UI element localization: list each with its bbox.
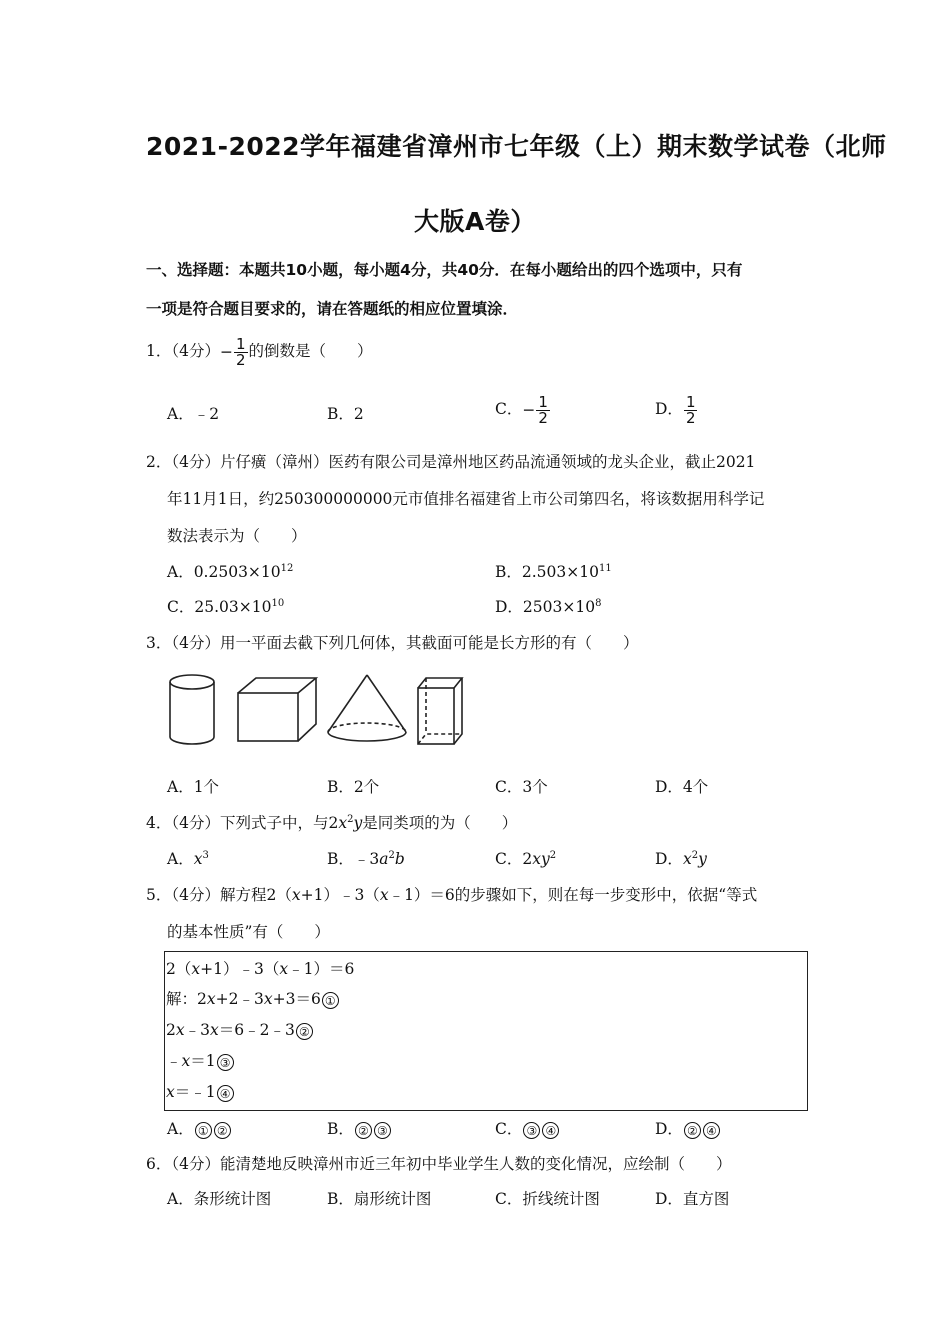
q5-s4-b: ＝﹣1 xyxy=(174,1083,216,1101)
q5-step-3 xyxy=(166,1049,235,1071)
prism-icon xyxy=(418,678,462,744)
q5-option-b-c2: ③ xyxy=(374,1122,391,1139)
q2-option-a xyxy=(167,560,293,582)
step-marker-2: ② xyxy=(296,1023,313,1040)
q5-s0-c: ﹣1）＝6 xyxy=(288,960,355,978)
q2-option-b xyxy=(495,560,612,582)
q4-option-a xyxy=(167,847,209,869)
q1-option-d-num: 1 xyxy=(685,392,696,411)
q5-s2-a: 2 xyxy=(166,1021,176,1039)
q1-fraction-den: 2 xyxy=(235,350,246,369)
q5-line1-b: +1）﹣3（ xyxy=(300,886,380,904)
cuboid-icon xyxy=(238,678,316,741)
q5-option-a-c2: ② xyxy=(214,1122,231,1139)
q4-option-b xyxy=(327,847,405,869)
q4-option-b-b: b xyxy=(394,850,405,868)
q5-line1-x1: x xyxy=(291,886,301,904)
section-instructions-line1: 一、选择题：本题共10小题，每小题4分，共40分．在每小题给出的四个选项中，只有 xyxy=(146,261,743,279)
q4-suffix: 是同类项的为（ ） xyxy=(362,814,518,832)
question-2-line1: 2．（4分）片仔癀（漳州）医药有限公司是漳州地区药品流通领域的龙头企业，截止2021 xyxy=(146,453,756,471)
q5-option-c-c2: ④ xyxy=(542,1122,559,1139)
q1-option-d-label: D． xyxy=(655,400,683,418)
q4-var-x: x xyxy=(338,814,348,832)
step-marker-3: ③ xyxy=(217,1054,234,1071)
q4-exp: 2 xyxy=(347,813,354,825)
q5-option-c-label: C． xyxy=(495,1120,523,1138)
q2-option-a-exp: 12 xyxy=(280,562,294,574)
step-marker-1: ① xyxy=(322,992,339,1009)
q4-option-c-label: C．2 xyxy=(495,850,533,868)
question-2-line3: 数法表示为（ ） xyxy=(167,527,307,545)
q4-option-d xyxy=(655,847,707,869)
q5-s3-x: x xyxy=(181,1052,191,1070)
q5-s1-x1: x xyxy=(206,990,216,1008)
q3-option-a: A．1个 xyxy=(167,778,220,796)
q5-s1-a: 解：2 xyxy=(166,990,207,1008)
q4-option-c-exp: 2 xyxy=(549,849,557,861)
q5-line1-a: 5．（4分）解方程2（ xyxy=(146,886,292,904)
q3-option-b: B．2个 xyxy=(327,778,380,796)
q5-option-a-c1: ① xyxy=(195,1122,212,1139)
q2-option-c xyxy=(167,595,284,617)
q4-option-d-x: x xyxy=(682,850,692,868)
q5-s1-c: +3＝6 xyxy=(272,990,321,1008)
question-3: 3．（4分）用一平面去截下列几何体，其截面可能是长方形的有（ ） xyxy=(146,634,639,652)
q4-option-c xyxy=(495,847,556,869)
q1-option-d-fraction xyxy=(684,392,698,427)
q1-fraction xyxy=(234,334,248,369)
q4-option-b-exp: 2 xyxy=(388,849,395,861)
q5-s0-b: +1）﹣3（ xyxy=(200,960,280,978)
q5-s0-x2: x xyxy=(279,960,289,978)
q4-option-b-label: B．﹣3 xyxy=(327,850,380,868)
q5-option-b xyxy=(327,1117,392,1139)
q4-var-y: y xyxy=(353,814,363,832)
cone-icon xyxy=(328,675,406,741)
q5-option-d-c1: ② xyxy=(684,1122,701,1139)
q4-option-c-xy: xy xyxy=(532,850,550,868)
q1-prefix: 1．（4分） xyxy=(146,342,220,360)
q5-option-d-label: D． xyxy=(655,1120,683,1138)
cylinder-icon xyxy=(170,675,214,744)
q2-option-b-base: B．2.503×10 xyxy=(495,563,599,581)
q2-option-c-exp: 10 xyxy=(271,597,285,609)
q4-option-b-a: a xyxy=(379,850,389,868)
q4-prefix: 4．（4分）下列式子中，与2 xyxy=(146,814,339,832)
q5-s2-x1: x xyxy=(175,1021,185,1039)
q1-fraction-num: 1 xyxy=(235,334,246,353)
q4-option-a-x: x xyxy=(193,850,203,868)
q3-solids-figure xyxy=(160,670,480,750)
q4-option-a-label: A． xyxy=(167,850,194,868)
q6-option-d: D．直方图 xyxy=(655,1190,730,1208)
q5-option-a-label: A． xyxy=(167,1120,194,1138)
q5-step-2 xyxy=(166,1018,314,1040)
q2-option-a-base: A．0.2503×10 xyxy=(167,563,281,581)
q2-option-d-exp: 8 xyxy=(595,597,602,609)
q2-option-b-exp: 11 xyxy=(598,562,612,574)
q6-option-a: A．条形统计图 xyxy=(167,1190,272,1208)
q1-option-c-num: 1 xyxy=(538,392,548,411)
q1-option-c-label: C． xyxy=(495,400,523,418)
q1-negative-sign: − xyxy=(219,343,233,361)
q5-s2-x2: x xyxy=(210,1021,219,1039)
q3-option-d: D．4个 xyxy=(655,778,709,796)
q5-option-d-c2: ④ xyxy=(703,1122,720,1139)
q2-option-d xyxy=(495,595,601,617)
q1-option-c-neg: − xyxy=(522,401,536,419)
q5-option-d xyxy=(655,1117,721,1139)
page-title-line1: 2021-2022学年福建省漳州市七年级（上）期末数学试卷（北师 xyxy=(146,132,887,161)
q2-option-d-base: D．2503×10 xyxy=(495,598,596,616)
q4-option-d-label: D． xyxy=(655,850,683,868)
q5-s2-c: ＝6﹣2﹣3 xyxy=(218,1021,295,1039)
q5-option-c-c1: ③ xyxy=(523,1122,540,1139)
q5-s0-a: 2（ xyxy=(166,960,192,978)
q4-option-d-exp: 2 xyxy=(691,849,699,861)
q1-option-d xyxy=(655,394,698,426)
q1-option-a: A．﹣2 xyxy=(167,405,220,423)
question-2-line2: 年11月1日，约250300000000元市值排名福建省上市公司第四名，将该数据用科学记 xyxy=(167,490,765,508)
q1-option-c-fraction xyxy=(536,392,550,427)
q5-step-4 xyxy=(166,1080,235,1102)
q1-option-c xyxy=(495,394,551,426)
question-5-line1 xyxy=(146,883,757,905)
q6-option-b: B．扇形统计图 xyxy=(327,1190,432,1208)
q4-option-a-exp: 3 xyxy=(202,849,209,861)
step-marker-4: ④ xyxy=(217,1085,234,1102)
q5-s0-x1: x xyxy=(191,960,201,978)
q5-s3-b: ＝1 xyxy=(190,1052,216,1070)
q1-option-d-den: 2 xyxy=(685,408,696,427)
q5-option-b-label: B． xyxy=(327,1120,354,1138)
q5-s1-x2: x xyxy=(263,990,273,1008)
q4-option-d-y: y xyxy=(698,850,707,868)
q5-s4-x: x xyxy=(166,1083,175,1101)
q5-step-0 xyxy=(166,957,354,979)
q5-s2-b: ﹣3 xyxy=(184,1021,210,1039)
q5-option-a xyxy=(167,1117,232,1139)
section-instructions-line2: 一项是符合题目要求的，请在答题纸的相应位置填涂． xyxy=(146,300,519,318)
q2-option-c-base: C．25.03×10 xyxy=(167,598,272,616)
q5-s3-a: ﹣ xyxy=(166,1052,182,1070)
page-title-line2: 大版A卷） xyxy=(414,207,536,236)
question-4 xyxy=(146,811,517,833)
q5-option-c xyxy=(495,1117,560,1139)
question-5-line2: 的基本性质”有（ ） xyxy=(167,923,330,941)
q5-s1-b: +2﹣3 xyxy=(215,990,264,1008)
q5-line1-c: ﹣1）＝6的步骤如下，则在每一步变形中，依据“等式 xyxy=(388,886,758,904)
q1-option-c-den: 2 xyxy=(538,408,548,427)
question-1 xyxy=(146,336,373,368)
q1-suffix: 的倒数是（ ） xyxy=(248,342,373,360)
q3-option-c: C．3个 xyxy=(495,778,548,796)
q5-option-b-c1: ② xyxy=(355,1122,372,1139)
q1-option-b: B．2 xyxy=(327,405,364,423)
q5-line1-x2: x xyxy=(379,886,389,904)
q5-step-1 xyxy=(166,987,340,1009)
question-6: 6．（4分）能清楚地反映漳州市近三年初中毕业学生人数的变化情况，应绘制（ ） xyxy=(146,1155,732,1173)
q6-option-c: C．折线统计图 xyxy=(495,1190,600,1208)
